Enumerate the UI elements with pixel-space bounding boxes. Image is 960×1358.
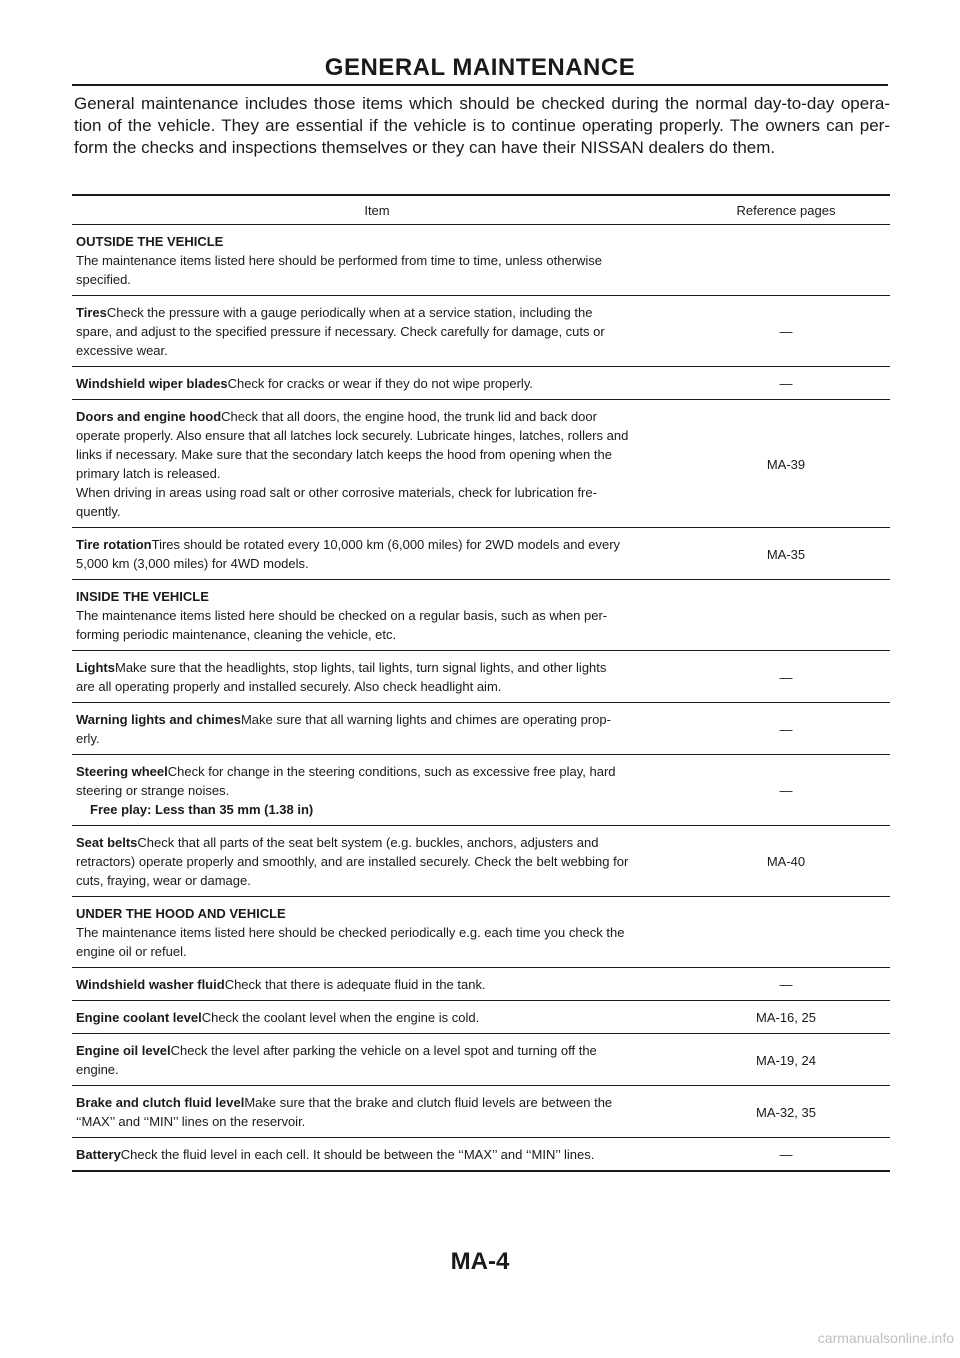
item-description: Check for cracks or wear if they do not wipe properly. (227, 376, 533, 391)
item-cell (72, 528, 682, 580)
item-text-line (76, 1093, 678, 1112)
item-name: Doors and engine hood (76, 409, 222, 424)
intro-paragraph: General maintenance includes those items which should be checked during the normal day-to-day opera-tion of the vehicle. They are essential if the vehicle is to continue operating properly. The owners can per-form the checks and inspections themselves or they can have their NISSAN dealers do them. (74, 94, 890, 157)
item-name: Tires (76, 305, 107, 320)
item-text-line (76, 464, 678, 483)
table-row (72, 1034, 890, 1086)
item-text-line (76, 677, 678, 696)
item-text-line (76, 1112, 678, 1131)
item-cell (72, 755, 682, 826)
item-text-line (76, 1008, 678, 1027)
item-name: Lights (76, 660, 115, 675)
reference-cell: — (779, 1147, 793, 1162)
item-text-line (76, 554, 678, 573)
item-text-line (76, 483, 678, 502)
item-cell (72, 968, 682, 1001)
reference-cell: — (779, 721, 793, 737)
item-name: Brake and clutch fluid level (76, 1095, 245, 1110)
item-description: Make sure that the brake and clutch fluid levels are between the (244, 1095, 613, 1110)
item-cell (72, 400, 682, 528)
table-row (72, 400, 890, 528)
item-name: Windshield wiper blades (76, 376, 228, 391)
item-text-line (76, 833, 678, 852)
item-text-line (76, 374, 678, 393)
item-text-line (76, 658, 678, 677)
watermark: carmanualsonline.info (817, 1330, 954, 1346)
item-name: Warning lights and chimes (76, 712, 241, 727)
item-name: Tire rotation (76, 537, 152, 552)
item-description: 5,000 km (3,000 miles) for 4WD models. (76, 556, 309, 571)
item-description: spare, and adjust to the specified pressure if necessary. Check carefully for damage, cuts or (76, 324, 605, 339)
section-row (72, 580, 890, 651)
item-name: Engine oil level (76, 1043, 171, 1058)
item-cell (72, 703, 682, 755)
reference-cell: MA-19, 24 (755, 1052, 816, 1068)
section-row (72, 225, 890, 296)
table-row (72, 296, 890, 367)
item-cell (72, 1001, 682, 1034)
table-header-row (72, 195, 890, 225)
item-description: The maintenance items listed here should be performed from time to time, unless otherwise (76, 253, 603, 268)
item-name: Steering wheel (76, 764, 168, 779)
section-heading: UNDER THE HOOD AND VEHICLE (76, 906, 286, 921)
reference-cell: — (779, 376, 793, 391)
item-description: Check the level after parking the vehicle on a level spot and turning off the (170, 1043, 597, 1058)
title-rule (72, 84, 888, 86)
item-description: Check that there is adequate fluid in the tank. (224, 977, 486, 992)
item-description: cuts, fraying, wear or damage. (76, 873, 251, 888)
item-text-line (76, 251, 678, 270)
reference-cell (682, 897, 890, 968)
item-cell (72, 367, 682, 400)
item-cell (72, 1086, 682, 1138)
reference-cell: — (779, 669, 793, 685)
item-text-line (76, 322, 678, 341)
item-text-line (76, 535, 678, 554)
reference-cell: MA-16, 25 (755, 1010, 816, 1025)
item-description: retractors) operate properly and smoothly, and are installed securely. Check the belt webbing for (76, 854, 629, 869)
item-cell (72, 296, 682, 367)
item-text-line (76, 426, 678, 445)
item-description: are all operating properly and installed securely. Also check headlight aim. (76, 679, 502, 694)
table-row (72, 755, 890, 826)
item-text-line (76, 303, 678, 322)
item-name: Windshield washer fluid (76, 977, 225, 992)
item-text-line (76, 762, 678, 781)
item-text-line (76, 407, 678, 426)
item-description: quently. (76, 504, 121, 519)
item-text-line (76, 270, 678, 289)
table-row (72, 968, 890, 1001)
reference-cell: — (779, 324, 793, 339)
item-cell (72, 225, 682, 296)
item-text-line (76, 625, 678, 644)
item-description: engine oil or refuel. (76, 944, 187, 959)
item-cell (72, 897, 682, 968)
table-row (72, 826, 890, 897)
item-description: Check that all doors, the engine hood, the trunk lid and back door (221, 409, 597, 424)
reference-cell: MA-35 (766, 546, 806, 562)
item-text-line (76, 923, 678, 942)
reference-cell (682, 225, 890, 296)
item-spec: Free play: Less than 35 mm (1.38 in) (90, 802, 314, 817)
item-description: ‘‘MAX’’ and ‘‘MIN’’ lines on the reservoir. (76, 1114, 306, 1129)
item-text-line (76, 710, 678, 729)
item-description: Check the fluid level in each cell. It should be between the ‘‘MAX’’ and ‘‘MIN’’ lines. (120, 1147, 595, 1162)
table-row (72, 528, 890, 580)
item-description: Tires should be rotated every 10,000 km (6,000 miles) for 2WD models and every (151, 537, 621, 552)
item-description: excessive wear. (76, 343, 168, 358)
item-name: Engine coolant level (76, 1010, 202, 1025)
item-text-line (76, 781, 678, 800)
table-row (72, 1001, 890, 1034)
section-row (72, 897, 890, 968)
item-description: Check that all parts of the seat belt system (e.g. buckles, anchors, adjusters and (137, 835, 599, 850)
item-text-line (76, 341, 678, 360)
item-text-line (76, 1041, 678, 1060)
item-description: specified. (76, 272, 131, 287)
item-description: links if necessary. Make sure that the secondary latch keeps the hood from opening when the (76, 447, 612, 462)
item-description: The maintenance items listed here should be checked on a regular basis, such as when per- (76, 608, 608, 623)
item-description: engine. (76, 1062, 119, 1077)
maintenance-table (72, 194, 890, 1172)
reference-cell: MA-39 (766, 456, 806, 472)
item-description: Check the pressure with a gauge periodically when at a service station, including the (106, 305, 593, 320)
item-description: Check for change in the steering conditions, such as excessive free play, hard (167, 764, 616, 779)
page-number: MA-4 (450, 1248, 510, 1275)
item-text-line (76, 852, 678, 871)
reference-cell: MA-32, 35 (755, 1104, 816, 1120)
item-cell (72, 651, 682, 703)
reference-cell (682, 580, 890, 651)
item-description: Make sure that the headlights, stop lights, tail lights, turn signal lights, and other lights (115, 660, 607, 675)
table-row (72, 703, 890, 755)
section-heading: INSIDE THE VEHICLE (76, 589, 209, 604)
item-cell (72, 580, 682, 651)
section-heading: OUTSIDE THE VEHICLE (76, 234, 224, 249)
item-description: steering or strange noises. (76, 783, 230, 798)
page-title: GENERAL MAINTENANCE (324, 54, 636, 81)
table-row (72, 1086, 890, 1138)
item-cell (72, 1138, 682, 1172)
table-row (72, 651, 890, 703)
item-name: Seat belts (76, 835, 138, 850)
item-description: The maintenance items listed here should be checked periodically e.g. each time you check the (76, 925, 625, 940)
item-text-line (76, 1145, 678, 1164)
reference-cell: MA-40 (766, 854, 806, 869)
table-row (72, 1138, 890, 1172)
item-description: forming periodic maintenance, cleaning the vehicle, etc. (76, 627, 397, 642)
reference-cell: — (779, 977, 793, 992)
header-item: Item (364, 202, 390, 218)
item-description: When driving in areas using road salt or other corrosive materials, check for lubrication fre- (76, 485, 597, 500)
item-cell (72, 1034, 682, 1086)
item-text-line (76, 1060, 678, 1079)
item-description: Make sure that all warning lights and chimes are operating prop- (240, 712, 611, 727)
item-description: primary latch is released. (76, 466, 221, 481)
item-text-line (76, 729, 678, 748)
item-text-line (76, 871, 678, 890)
item-text-line (76, 502, 678, 521)
item-cell (72, 826, 682, 897)
item-text-line (76, 445, 678, 464)
item-description: operate properly. Also ensure that all latches lock securely. Lubricate hinges, latches, rollers and (76, 428, 629, 443)
item-description: Check the coolant level when the engine is cold. (201, 1010, 480, 1025)
item-text-line (76, 606, 678, 625)
table-row (72, 367, 890, 400)
item-description: erly. (76, 731, 100, 746)
item-name: Battery (76, 1147, 121, 1162)
item-text-line (76, 942, 678, 961)
reference-cell: — (779, 783, 793, 798)
header-reference-pages: Reference pages (736, 202, 836, 218)
table-body (72, 225, 890, 1172)
item-text-line (76, 975, 678, 994)
